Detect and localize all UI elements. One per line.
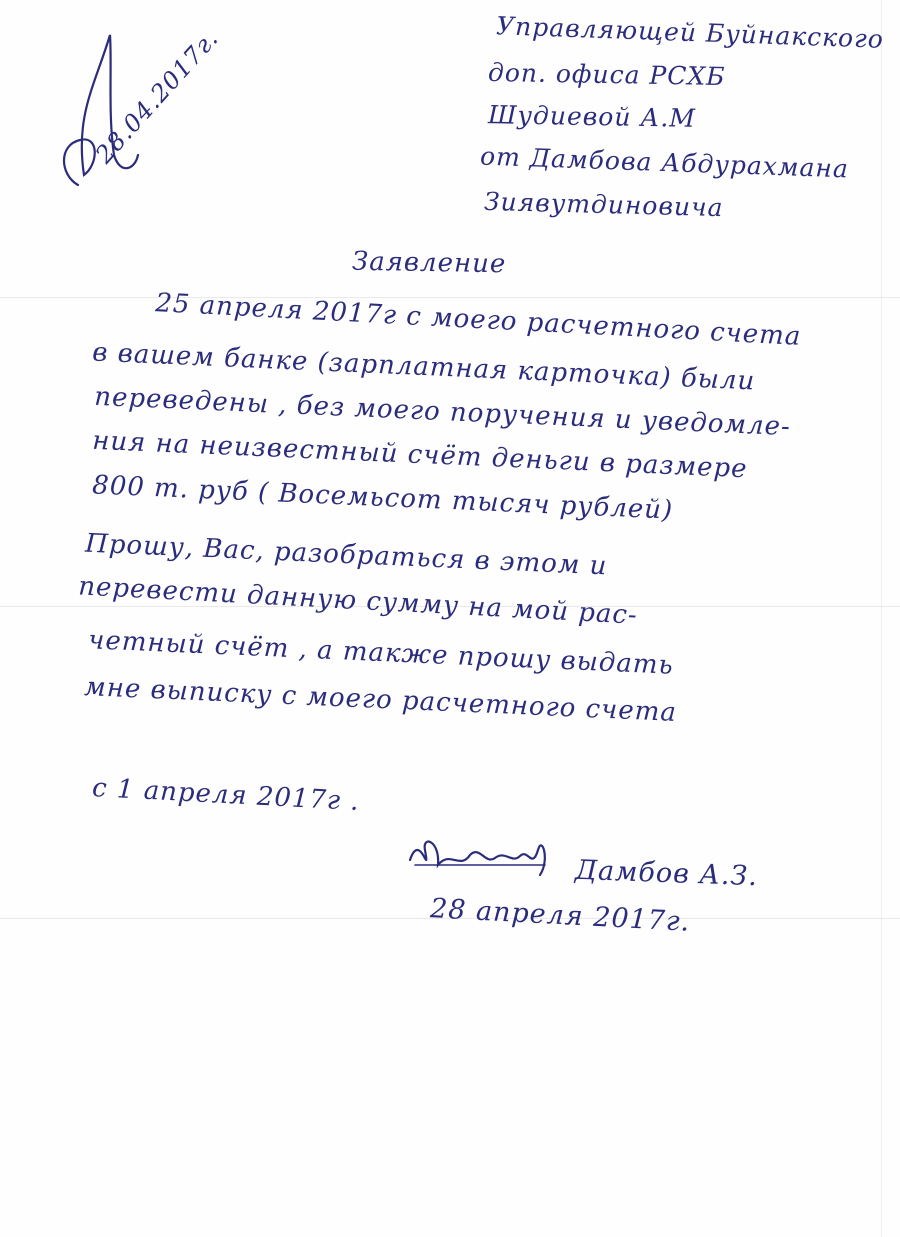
resolution-date: 28.04.2017г. — [90, 24, 225, 169]
address-line-4: от Дамбова Абдурахмана — [479, 141, 850, 184]
handwritten-signature-icon — [400, 820, 560, 900]
address-line-3: Шудиевой А.М — [487, 100, 697, 133]
body-line-4: ния на неизвестный счёт деньги в размере — [91, 425, 749, 485]
signer-name: Дамбов А.З. — [574, 854, 759, 893]
body-line-10: с 1 апреля 2017г . — [91, 773, 361, 817]
paper-edge — [881, 0, 882, 1237]
body-line-5: 800 т. руб ( Восемьсот тысяч рублей) — [91, 470, 674, 526]
body-line-3: переведены , без моего поручения и уведомле- — [93, 381, 792, 443]
address-line-1: Управляющей Буйнакского — [495, 11, 885, 54]
body-line-9: мне выписку с моего расчетного счета — [83, 672, 678, 728]
document-title: Заявление — [351, 246, 507, 280]
body-line-2: в вашем банке (зарплатная карточка) были — [91, 337, 756, 397]
body-line-8: четный счёт , а также прошу выдать — [87, 625, 675, 681]
address-line-2: доп. офиса РСХБ — [487, 57, 726, 92]
body-line-7: перевести данную сумму на мой рас- — [77, 571, 639, 631]
signature-date: 28 апреля 2017г. — [429, 893, 691, 938]
body-line-6: Прошу, Вас, разобраться в этом и — [84, 528, 608, 582]
address-line-5: Зиявутдиновича — [483, 186, 724, 223]
paper-fold-top — [0, 297, 900, 298]
body-line-1: 25 апреля 2017г с моего расчетного счета — [154, 288, 803, 352]
